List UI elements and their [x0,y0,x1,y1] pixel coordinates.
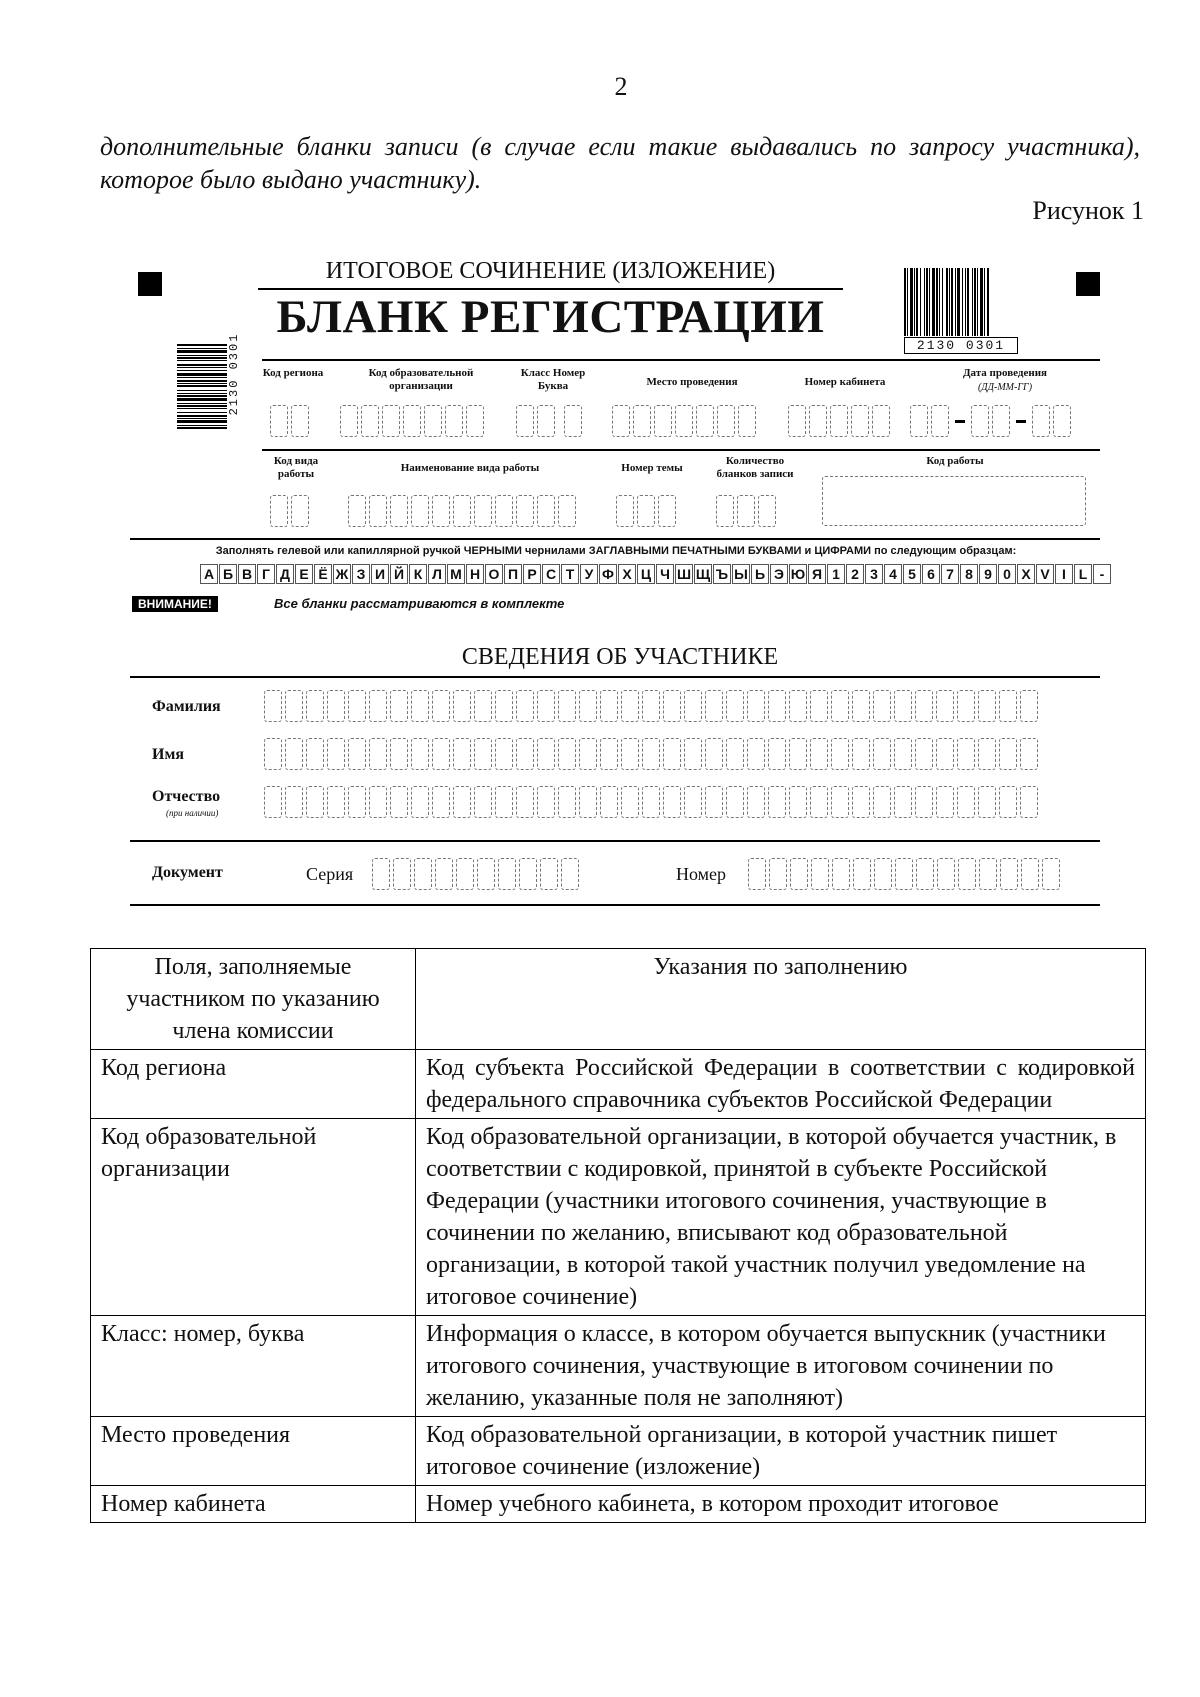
figure-label: Рисунок 1 [1032,196,1144,225]
sample-char: Ц [637,564,655,584]
sample-char: 3 [865,564,883,584]
label-class: Класс Номер Буква [520,367,586,392]
sample-char: Г [257,564,275,584]
corner-marker-right [1076,272,1100,296]
patronymic-boxes[interactable] [264,786,1038,818]
table-row [91,1316,1146,1417]
name-label: Имя [152,746,184,763]
sample-char: Ю [790,566,806,582]
surname-label: Фамилия [152,698,221,715]
table-row [91,1119,1146,1316]
label-topic-number: Номер темы [621,462,683,474]
warning-badge: ВНИМАНИЕ! [132,596,218,612]
table-header-cell: Поля, заполняемые участником по указанию члена комиссии [91,949,416,1050]
sample-char: 5 [903,564,921,584]
sample-char: Э [770,564,788,584]
sample-char: Ъ [713,564,731,584]
instruction-cell: Код образовательной организации, в которой участник пишет итоговое сочинение (изложение) [416,1417,1146,1486]
form-header-line1: ИТОГОВОЕ СОЧИНЕНИЕ (ИЗЛОЖЕНИЕ) [325,258,776,284]
instruction-cell: Информация о классе, в котором обучается выпускник (участники итогового сочинения, участвующие в итоговом сочинении по желанию, указанные поля не заполняют) [416,1316,1146,1417]
sample-char: 0 [998,564,1016,584]
label-sheets-count: Количество бланков записи [716,455,794,480]
series-boxes[interactable] [372,858,579,890]
side-barcode-number: 2130 0301 [227,332,241,416]
sample-char: К [409,564,427,584]
sample-char: У [580,564,598,584]
work-type-name-boxes[interactable] [348,495,576,527]
field-cell: Номер кабинета [91,1486,416,1523]
work-type-code-boxes[interactable] [270,495,309,527]
form-rule [130,676,1100,678]
sample-char: З [352,564,370,584]
sample-char: Ф [599,564,617,584]
sample-char: L [1074,564,1092,584]
label-work-code: Код работы [926,455,984,467]
sample-char: Х [618,564,636,584]
side-barcode [175,321,243,431]
label-date-format: (ДД-ММ-ГГ) [977,382,1033,393]
date-boxes[interactable] [910,405,1071,437]
org-code-boxes[interactable] [340,405,484,437]
place-boxes[interactable] [612,405,756,437]
table-header-row [91,949,1146,1050]
sample-char: Р [523,564,541,584]
intro-paragraph: дополнительные бланки записи (в случае если такие выдавались по запросу участника), которое было выдано участнику). [100,132,1140,194]
number-label: Номер [676,864,727,884]
sample-char: Я [808,564,826,584]
label-date: Дата проведения [962,367,1047,379]
sheets-count-boxes[interactable] [716,495,776,527]
sample-char: С [542,564,560,584]
sample-char: Ш [676,566,692,582]
corner-marker-left [138,272,162,296]
sample-char: 4 [884,564,902,584]
sample-char: 2 [846,564,864,584]
field-cell: Класс: номер, буква [91,1316,416,1417]
sample-char: О [485,564,503,584]
form-rule [130,840,1100,842]
sample-char: Л [428,564,446,584]
class-boxes[interactable] [516,405,582,437]
sample-char: П [504,564,522,584]
barcode-icon [177,319,227,429]
document-label: Документ [152,864,223,881]
sample-char: - [1093,564,1111,584]
warning-text: Все бланки рассматриваются в комплекте [274,596,565,611]
field-cell: Место проведения [91,1417,416,1486]
sample-char: 6 [922,564,940,584]
participant-section-title: СВЕДЕНИЯ ОБ УЧАСТНИКЕ [380,644,860,671]
table-row [91,1486,1146,1523]
region-code-boxes[interactable] [270,405,309,437]
sample-char: Ё [314,564,332,584]
sample-char: А [200,564,218,584]
form-rule [262,449,1100,451]
form-rule [130,904,1100,906]
sample-char: Ж [333,564,351,584]
work-code-field[interactable] [822,476,1086,526]
sample-char: I [1055,564,1073,584]
sample-char: Щ [695,566,711,582]
field-cell: Код региона [91,1050,416,1119]
patronymic-label: Отчество [152,788,221,805]
sample-char: Й [390,564,408,584]
surname-boxes[interactable] [264,690,1038,722]
sample-char: Д [276,564,294,584]
form-rule [262,359,1100,361]
sample-char: И [371,564,389,584]
fill-instruction: Заполнять гелевой или капиллярной ручкой ЧЕРНЫМИ чернилами ЗАГЛАВНЫМИ ПЕЧАТНЫМИ БУКВАМИ и ЦИФРАМИ по следующим образцам: [215,545,1017,557]
sample-char: В [238,564,256,584]
top-barcode [904,268,1018,354]
label-region-code: Код региона [262,367,324,379]
table-row [91,1417,1146,1486]
sample-char: 7 [941,564,959,584]
field-cell: Код образовательной организации [91,1119,416,1316]
sample-char: Е [295,564,313,584]
page-number: 2 [614,72,628,101]
patronymic-note: (при наличии) [166,808,219,818]
sample-characters [200,564,1111,584]
form-title: БЛАНК РЕГИСТРАЦИИ [276,291,825,343]
sample-char: Т [561,564,579,584]
instruction-cell: Номер учебного кабинета, в котором проходит итоговое [416,1486,1146,1523]
series-label: Серия [306,864,354,884]
topic-number-boxes[interactable] [616,495,676,527]
label-place: Место проведения [646,376,738,388]
sample-char: X [1017,564,1035,584]
sample-char: М [447,564,465,584]
label-cabinet: Номер кабинета [804,376,886,388]
barcode-icon [904,268,1018,336]
sample-char: Ь [751,564,769,584]
instruction-cell: Код субъекта Российской Федерации в соответствии с кодировкой федерального справочника субъектов Российской Федерации [416,1050,1146,1119]
label-work-type-name: Наименование вида работы [400,462,540,474]
sample-char: Ы [732,564,750,584]
label-work-type-code: Код вида работы [273,455,319,480]
cabinet-boxes[interactable] [788,405,890,437]
sample-char: Б [219,564,237,584]
sample-char: Н [466,564,484,584]
barcode-number: 2130 0301 [904,337,1018,354]
sample-char: 9 [979,564,997,584]
sample-char: 1 [827,564,845,584]
document-number-boxes[interactable] [748,858,1060,890]
sample-char: 8 [960,564,978,584]
table-row [91,1050,1146,1119]
name-boxes[interactable] [264,738,1038,770]
label-org-code: Код образовательной организации [368,367,474,392]
form-rule [130,538,1100,540]
filling-guide-table [90,948,1146,1523]
sample-char: Ч [656,564,674,584]
sample-char: V [1036,564,1054,584]
table-header-cell: Указания по заполнению [416,949,1146,1050]
instruction-cell: Код образовательной организации, в которой обучается участник, в соответствии с кодировкой, принятой в субъекте Российской Федерации (участники итогового сочинения, участвующие в сочинении по желанию, вписывают код образовательной организации, в которой такой участник получил уведомление на итоговое сочинение) [416,1119,1146,1316]
